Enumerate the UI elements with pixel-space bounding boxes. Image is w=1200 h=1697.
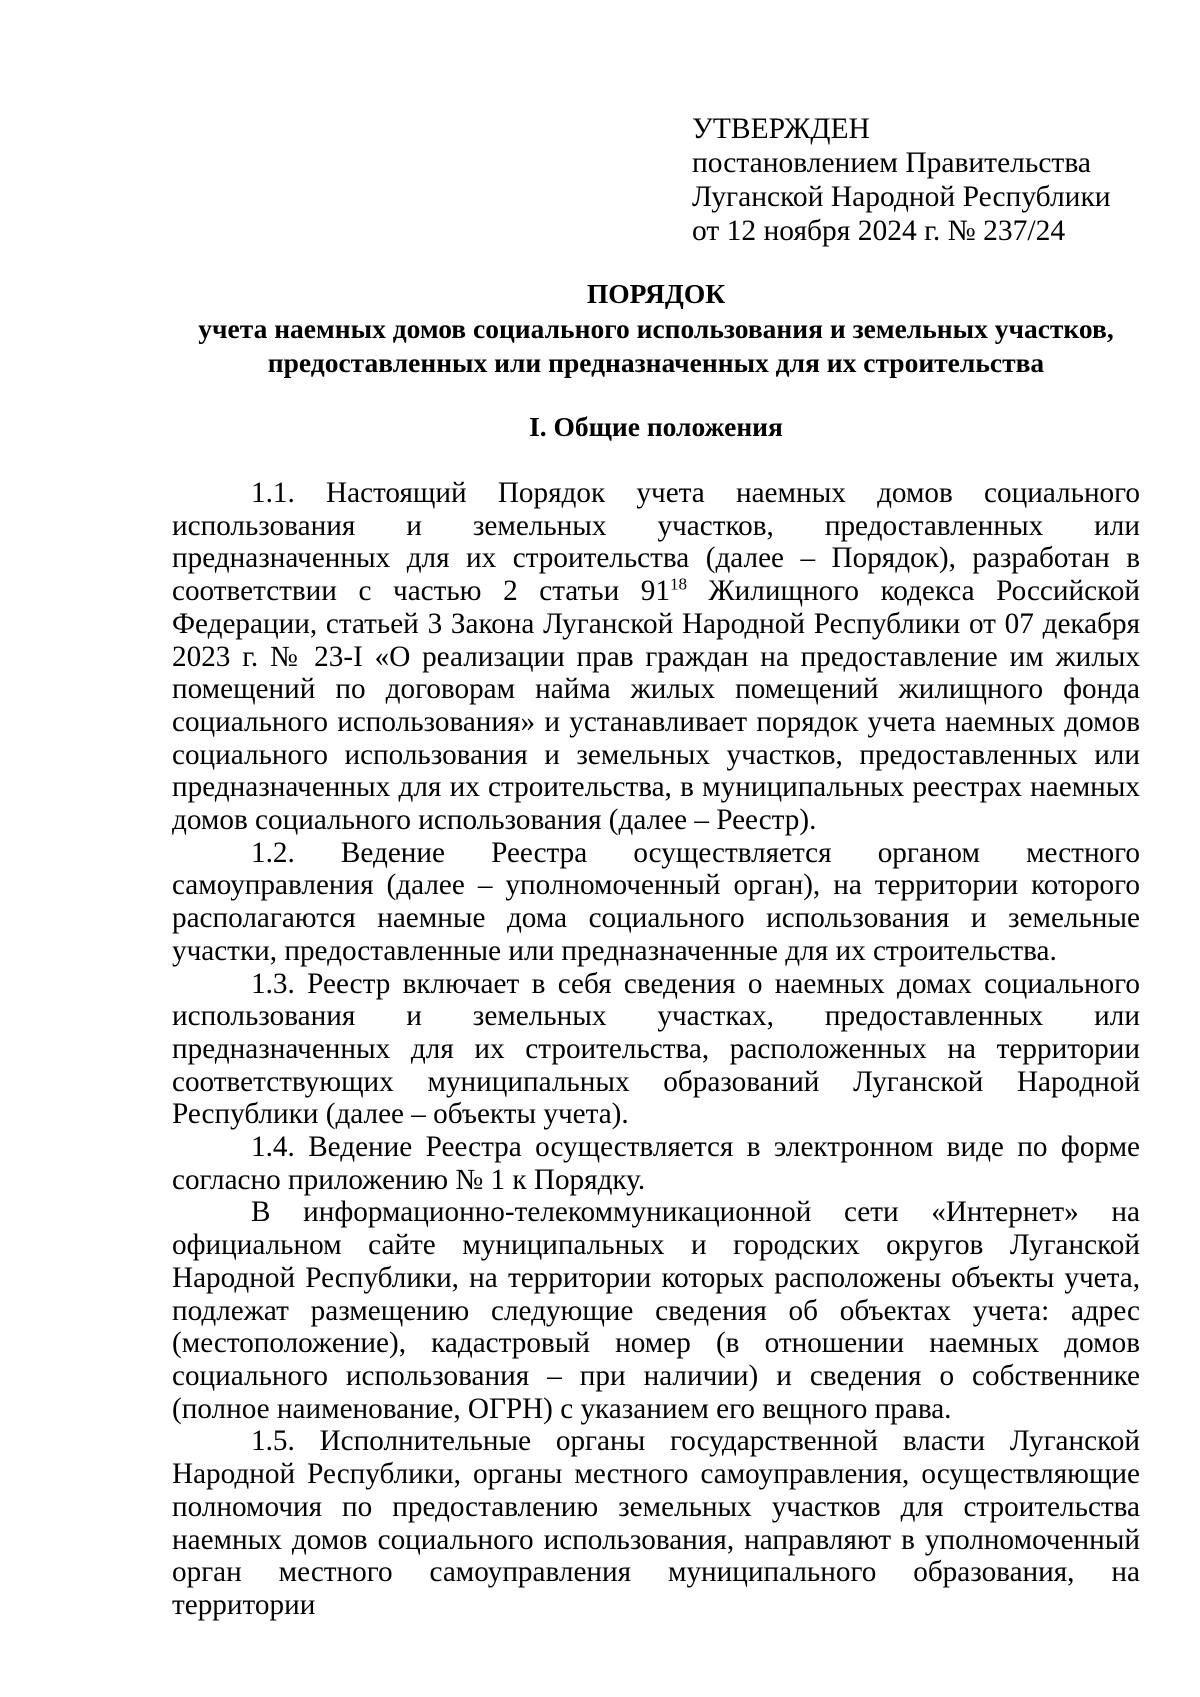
- section-heading: I. Общие положения: [529, 411, 783, 442]
- article-superscript: 18: [669, 574, 687, 594]
- paragraph-1-1: [172, 477, 1140, 837]
- document-subtitle-line-2: предоставленных или предназначенных для их строительства: [267, 347, 1045, 378]
- approval-date-number: от 12 ноября 2024 г. № 237/24: [692, 215, 1066, 247]
- paragraph-1-3: 1.3. Реестр включает в себя сведения о наемных домах социального использования и земельных участках, предоставленных или предназначенных для их строительства, расположенных на территории соответствующих муниципальных образований Луганской Народной Республики (далее – объекты учета).: [172, 967, 1140, 1131]
- approval-authority: Луганской Народной Республики: [692, 181, 1111, 213]
- document-body: [172, 477, 1140, 1622]
- paragraph-1-5: 1.5. Исполнительные органы государственной власти Луганской Народной Республики, органы местного самоуправления, осуществляющие полномочия по предоставлению земельных участков для строительства наемных домов социального использования, направляют в уполномоченный орган местного самоуправления муниципального образования, на территории: [172, 1425, 1140, 1621]
- document-title: ПОРЯДОК: [586, 278, 726, 309]
- paragraph-1-1-part-1: 1.1. Настоящий Порядок учета наемных домов социального использования и земельных участков, предоставленных или предназначенных для их строительства (далее – Порядок), разработан в соответствии с частью 2 статьи 91: [172, 477, 1140, 608]
- approval-stamp: [692, 112, 1111, 248]
- approval-act: постановлением Правительства: [692, 147, 1091, 179]
- document-subtitle-line-1: учета наемных домов социального использования и земельных участков,: [198, 313, 1114, 344]
- document-title-block: [172, 277, 1140, 380]
- paragraph-1-2: 1.2. Ведение Реестра осуществляется органом местного самоуправления (далее – уполномоченный орган), на территории которого располагаются наемные дома социального использования и земельные участки, предоставленные или предназначенные для их строительства.: [172, 836, 1140, 967]
- paragraph-1-4: 1.4. Ведение Реестра осуществляется в электронном виде по форме согласно приложению № 1 к Порядку.: [172, 1131, 1140, 1196]
- paragraph-1-1-part-2: Жилищного кодекса Российской Федерации, статьей 3 Закона Луганской Народной Республики от 07 декабря 2023 г. № 23-I «О реализации прав граждан на предоставление им жилых помещений по договорам найма жилых помещений жилищного фонда социального использования» и устанавливает порядок учета наемных домов социального использования и земельных участков, предоставленных или предназначенных для их строительства, в муниципальных реестрах наемных домов социального использования (далее – Реестр).: [172, 575, 1140, 837]
- approval-status: УТВЕРЖДЕН: [692, 113, 870, 145]
- paragraph-1-4-internet: В информационно-телекоммуникационной сети «Интернет» на официальном сайте муниципальных и городских округов Луганской Народной Республики, на территории которых расположены объекты учета, подлежат размещению следующие сведения об объектах учета: адрес (местоположение), кадастровый номер (в отношении наемных домов социального использования – при наличии) и сведения о собственнике (полное наименование, ОГРН) с указанием его вещного права.: [172, 1196, 1140, 1425]
